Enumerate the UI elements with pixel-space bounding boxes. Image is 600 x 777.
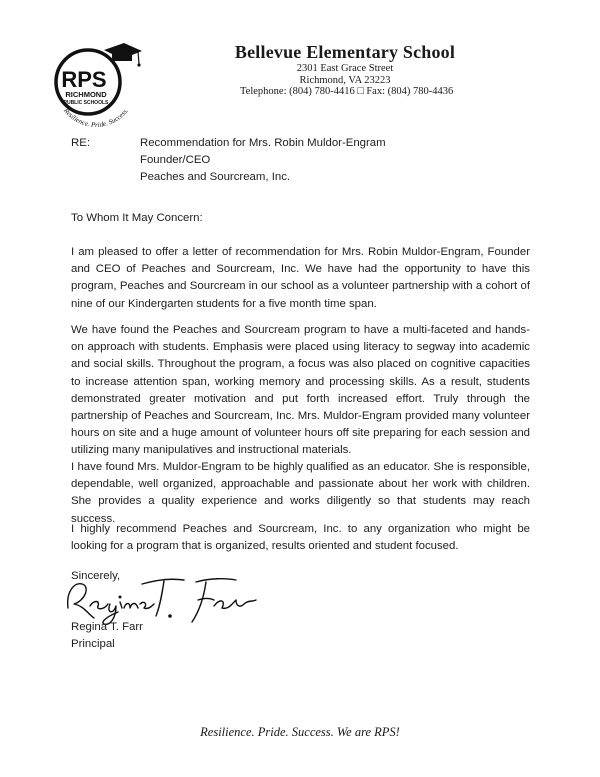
school-name: Bellevue Elementary School (234, 42, 456, 62)
re-title: Founder/CEO (140, 154, 211, 167)
logo-district: RICHMOND (65, 90, 107, 99)
re-subject: Recommendation for Mrs. Robin Muldor-Engram (140, 137, 386, 149)
rps-logo-graphic (46, 38, 146, 138)
logo-motto: Resilience. Pride. Success. (62, 106, 130, 129)
street-address: 2301 East Grace Street (296, 63, 394, 74)
paragraph-recommendation: I highly recommend Peaches and Sourcream, Inc. to any organization who might be looking for a program that is organized, results oriented and student focused. (71, 523, 530, 553)
letterhead (220, 42, 470, 87)
salutation: To Whom It May Concern: (71, 212, 203, 224)
signer-name: Regina T. Farr (71, 621, 143, 633)
re-company: Peaches and Sourcream, Inc. (140, 171, 291, 184)
paragraph-program: We have found the Peaches and Sourcream program to have a multi-faceted and hands-on approach with students. Emphasis were placed using literacy to segway into academic and social skills. Throughout the program, a focus was also placed on cognitive capacities to increase attention span, working memory and processing skills. As a result, students demonstrated greater motivation and put forth increased effort. Truly through the partnership of Peaches and Sourcream, Inc. Mrs. Muldor-Engram provided many volunteer hours on site and a huge amount of volunteer hours off site preparing for each session and utilizing many manipulatives and instructional materials. (71, 324, 530, 457)
closing: Sincerely, (71, 570, 121, 582)
signer-title: Principal (71, 638, 115, 651)
re-label: RE: (71, 137, 90, 149)
paragraph-intro: I am pleased to offer a letter of recommendation for Mrs. Robin Muldor-Engram, Founder and CEO of Peaches and Sourcream, Inc. We have had the opportunity to have this program, Peaches and Sourcream in our school as a volunteer partnership with a cohort of nine of our Kindergarten students for a five month time span. (71, 246, 530, 310)
footer-motto: Resilience. Pride. Success. We are RPS! (200, 725, 400, 739)
logo-district-sub: PUBLIC SCHOOLS (63, 100, 109, 106)
phone-fax: Telephone: (804) 780-4416 □ Fax: (804) 780-4436 (240, 86, 454, 97)
graduation-cap-icon (104, 43, 142, 67)
paragraph-qualifications: I have found Mrs. Muldor-Engram to be highly qualified as an educator. She is responsible, dependable, well organized, approachable and passionate about her work with children. She provides a quality experience and works diligently so that students may reach success. (71, 461, 530, 525)
logo-initials: RPS (61, 67, 107, 92)
rps-logo (46, 38, 146, 138)
signer-block (71, 619, 143, 653)
re-block (140, 135, 386, 187)
city-state-zip: Richmond, VA 23223 (299, 75, 391, 86)
